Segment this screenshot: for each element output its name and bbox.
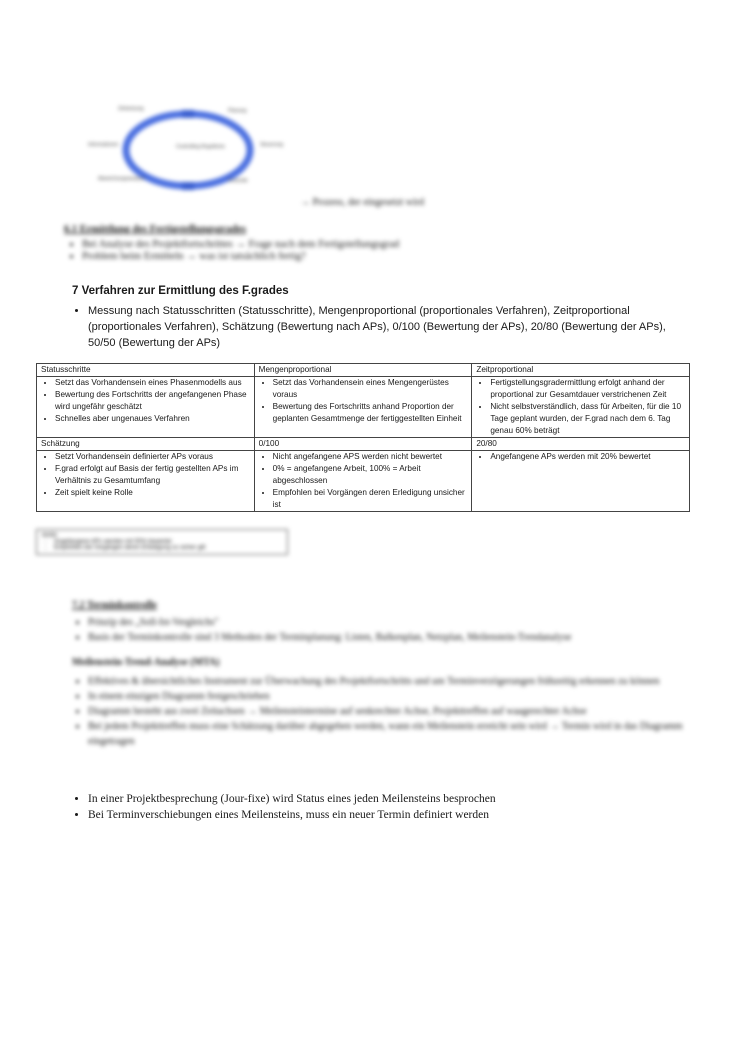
methods-table (36, 363, 690, 512)
subsection-heading: Meilenstein-Trend-Analyse (MTA) (72, 657, 220, 668)
list-item: • Messung nach Statusschritten (Statusschritte), Mengenproportional (proportionales Verfahren), Zeitproportional (proportionales Verfahren), Schätzung (Bewertung nach APs), 0/100 (Bewertung der APs), 20/80 (Bewertung der APs), 50/50 (Bewertung der APs) (88, 303, 682, 351)
list-item: • Zeit spielt keine Rolle (55, 487, 250, 499)
list-item: • Problem beim Ermitteln → was ist tatsächlich fertig? (82, 251, 704, 262)
section-6-1 (64, 224, 704, 263)
cycle-arrow-top (182, 110, 194, 118)
diagram-caption: → Prozess, der eingesetzt wird (300, 197, 425, 208)
list-item: • Setzt Vorhandensein definierter APs voraus (55, 451, 250, 463)
table-header-cell: 0/100 (254, 438, 472, 451)
list-item: • Bei Terminverschiebungen eines Meilensteins, muss ein neuer Termin definiert werden (88, 808, 692, 824)
list-item: • Empfohlen bei Vorgängen deren Erledigung zu sicher gilt (54, 545, 282, 551)
bullet-list (64, 239, 704, 262)
list-item: • Angefangene APs werden mit 20% bewertet (490, 451, 685, 463)
list-item: • Angefangene APs werden mit 50% bewertet (54, 539, 282, 545)
table-header-cell: Schätzung (37, 438, 255, 451)
list-item: • Fertigstellungsgradermittlung erfolgt anhand der proportional zur Gesamtdauer verstrichenen Zeit (490, 377, 685, 401)
list-item: • Bewertung des Fortschritts anhand Proportion der geplanten Gesamtmenge der fertiggestellten Einheit (273, 401, 468, 425)
table-header-cell: Zeitproportional (472, 364, 690, 377)
list-item: • Prinzip des „Soll-Ist-Vergleichs" (88, 615, 692, 630)
cycle-diagram-svg (88, 96, 288, 204)
list-item: • Basis der Terminkontrolle sind 3 Methoden der Terminplanung: Listen, Balkenplan, Netzplan, Meilenstein-Trendanalyse (88, 630, 692, 645)
table-header-cell: 20/80 (472, 438, 690, 451)
table-cell (254, 377, 472, 438)
section-heading: 6.1 Ermittlung des Fertigstellungsgrades (64, 224, 246, 235)
list-item: • Nicht angefangene APS werden nicht bewertet (273, 451, 468, 463)
table-header-cell: Statusschritte (37, 364, 255, 377)
section-7-heading: 7 Verfahren zur Ermittlung des F.grades (72, 285, 289, 297)
final-bullets (72, 792, 692, 823)
list-item: • Bei jedem Projekttreffen muss eine Schätzung darüber abgegeben werden, wann ein Meilenstein erreicht sein wird → Termin wird in das Diagramm eingetragen (88, 719, 692, 749)
cycle-label: Steuerung (260, 142, 284, 148)
cycle-label: Abweichungsanalyse (98, 176, 145, 182)
list-item: • Effektives & übersichtliches Instrument zur Überwachung des Projektfortschritts und um Terminverzögerungen frühzeitig erkennen zu können (88, 674, 692, 689)
table-cell (472, 377, 690, 438)
controlling-cycle-diagram (88, 96, 288, 204)
list-item: • 0% = angefangene Arbeit, 100% = Arbeit abgeschlossen (273, 463, 468, 487)
list-item: • Schnelles aber ungenaues Verfahren (55, 413, 250, 425)
cycle-label: Planung (228, 108, 247, 114)
cycle-label: Zielsetzung (118, 106, 144, 112)
cycle-arrow-bottom (182, 182, 194, 190)
list-item: • Nicht selbstverständlich, dass für Arbeiten, für die 10 Tage geplant wurden, der F.grad nach dem 6. Tag genau 60% beträgt (490, 401, 685, 437)
table-cell (37, 377, 255, 438)
cycle-center-label: Controlling Regelkreis (176, 144, 225, 150)
list-item: • Bewertung des Fortschritts der angefangenen Phase wird ungefähr geschätzt (55, 389, 250, 413)
list-item: • Diagramm besteht aus zwei Zeitachsen → Meilensteintermine auf senkrechter Achse, Projekttreffen auf waagerechter Achse (88, 704, 692, 719)
bullet-list (72, 303, 682, 351)
list-item: • Setzt das Vorhandensein eines Mengengerüstes voraus (273, 377, 468, 401)
list-item: • In einer Projektbesprechung (Jour-fixe) wird Status eines jeden Meilensteins besprochen (88, 792, 692, 808)
note-box-50-50 (36, 529, 288, 555)
table-cell (472, 451, 690, 512)
table-header-cell: Mengenproportional (254, 364, 472, 377)
section-7-intro (72, 303, 682, 351)
table-row (37, 438, 690, 451)
table-cell (37, 451, 255, 512)
table-row (37, 377, 690, 438)
table-row (37, 364, 690, 377)
table-cell (254, 451, 472, 512)
list-item: • Setzt das Vorhandensein eines Phasenmodells aus (55, 377, 250, 389)
table-row (37, 451, 690, 512)
list-item: • Bei Analyse des Projektfortschrittes → Frage nach dem Fertigstellungsgrad (82, 239, 704, 250)
list-item: • In einem einzigen Diagramm festgeschrieben (88, 689, 692, 704)
list-item: • Empfohlen bei Vorgängen deren Erledigung unsicher ist (273, 487, 468, 511)
cycle-label: Informationen (88, 142, 119, 148)
section-heading: 7.2 Terminkontrolle (72, 600, 157, 611)
cycle-label: Kontrolle (228, 178, 248, 184)
section-7-2 (72, 598, 692, 749)
list-item: • F.grad erfolgt auf Basis der fertig gestellten APs im Verhältnis zu Gesamtumfang (55, 463, 250, 487)
note-header: 50/50 (42, 533, 58, 539)
